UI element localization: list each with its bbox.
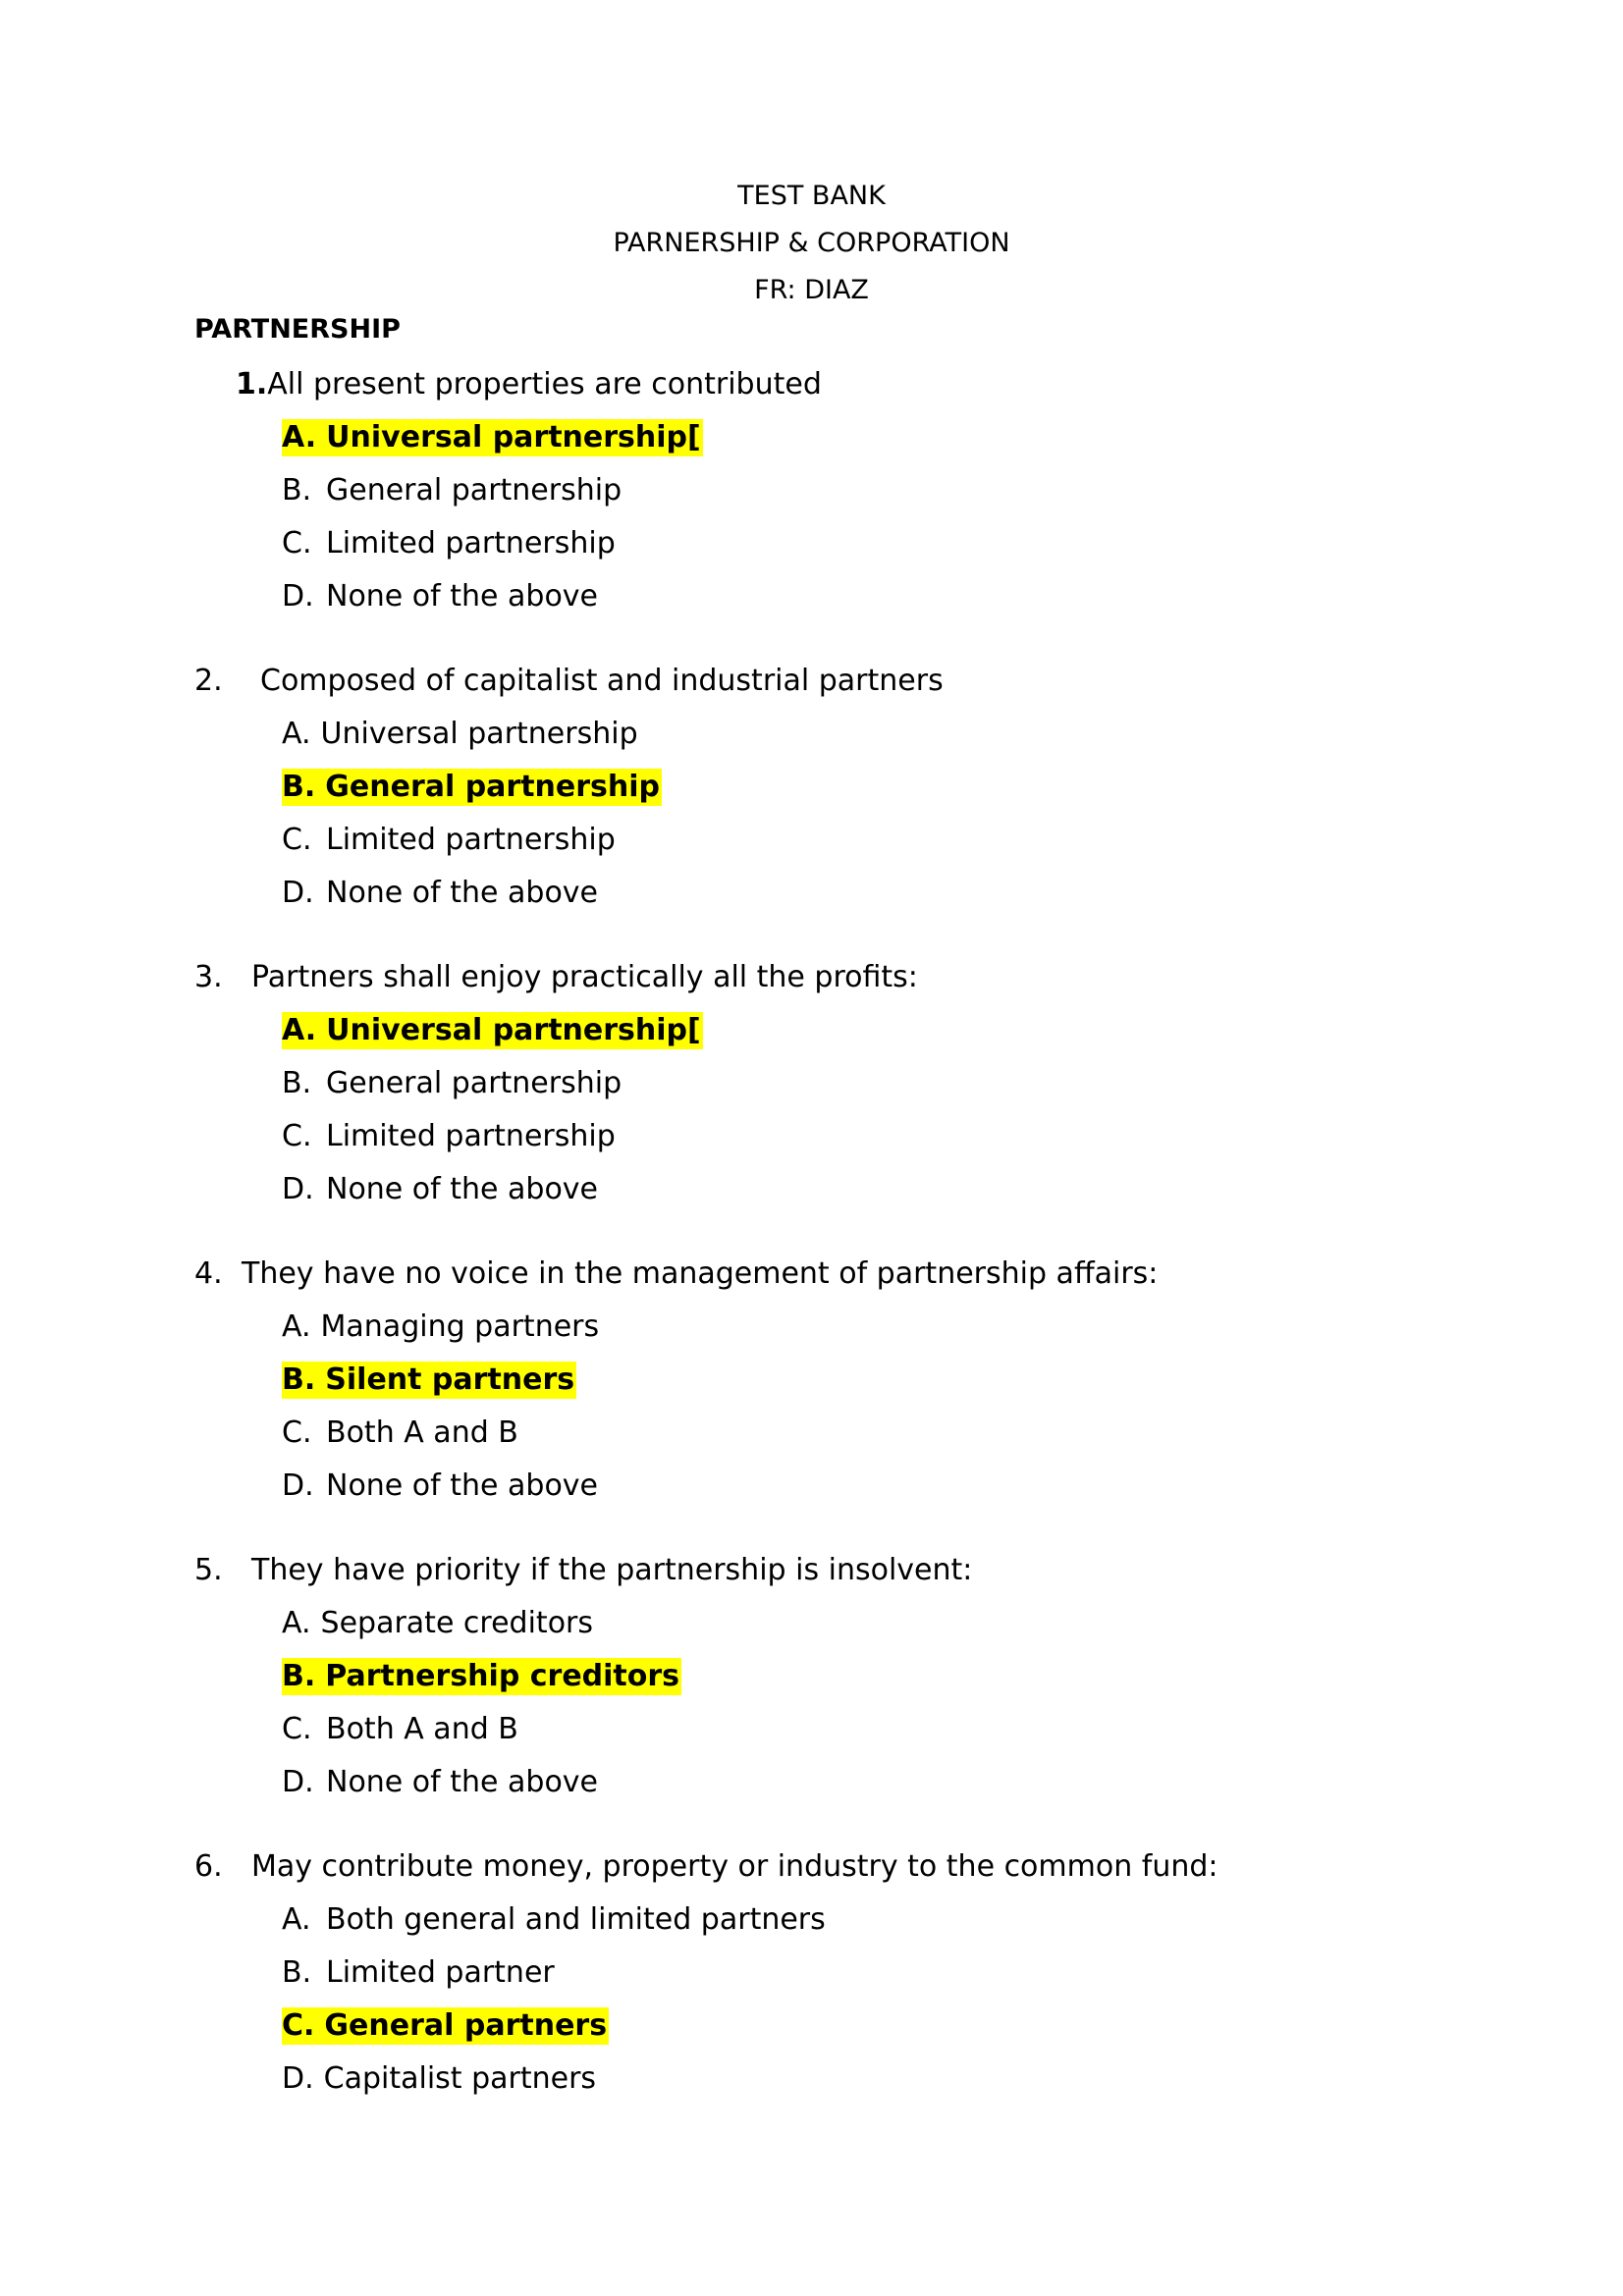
- option-content: [282, 1468, 600, 1505]
- question-number: 3.: [194, 960, 223, 994]
- option-content: [282, 1658, 681, 1695]
- option-content: [282, 1954, 557, 1992]
- answer-option-correct: [194, 1650, 1525, 1703]
- option-label: B.: [282, 1066, 312, 1100]
- question-list: [194, 358, 1525, 2137]
- question-text: They have priority if the partnership is insolvent:: [251, 1553, 973, 1587]
- option-text: None of the above: [326, 1765, 599, 1799]
- option-label: D.: [282, 1468, 314, 1503]
- option-content: [282, 1012, 703, 1049]
- option-text: General partnership: [326, 473, 622, 507]
- option-content: [282, 1171, 600, 1208]
- option-text: General partners: [324, 2008, 608, 2043]
- question-5: [194, 1544, 1525, 1809]
- option-label: D.: [282, 1172, 314, 1206]
- option-content: [282, 1764, 600, 1801]
- answer-option: [194, 517, 1525, 570]
- question-text-line: [194, 1841, 1525, 1894]
- question-number: 6.: [194, 1849, 223, 1884]
- question-text-line: [194, 358, 1525, 411]
- option-text: Limited partner: [326, 1955, 555, 1990]
- option-content: [282, 1118, 618, 1155]
- option-label: D.: [282, 2061, 314, 2096]
- option-label: D.: [282, 1765, 314, 1799]
- option-label: A.: [282, 420, 317, 454]
- document-header: [0, 173, 1623, 314]
- answer-option-correct: [194, 2000, 1525, 2053]
- question-text-line: [194, 655, 1525, 708]
- option-text: Universal partnership[: [326, 1013, 701, 1047]
- answer-option: [194, 1756, 1525, 1809]
- option-label: A.: [282, 1606, 311, 1640]
- question-2: [194, 655, 1525, 920]
- option-text: Both general and limited partners: [326, 1902, 826, 1937]
- answer-option-correct: [194, 1004, 1525, 1057]
- option-label: C.: [282, 1415, 312, 1450]
- option-content: [282, 716, 640, 753]
- answer-option: [194, 464, 1525, 517]
- option-text: Managing partners: [320, 1309, 600, 1344]
- answer-option: [194, 1301, 1525, 1354]
- option-content: [282, 1362, 576, 1399]
- option-content: [282, 769, 662, 806]
- answer-option: [194, 1460, 1525, 1513]
- answer-option: [194, 1407, 1525, 1460]
- option-label: D.: [282, 579, 314, 614]
- question-text: They have no voice in the management of partnership affairs:: [242, 1256, 1159, 1291]
- option-label: A.: [282, 717, 311, 751]
- answer-option: [194, 1894, 1525, 1947]
- question-text: Composed of capitalist and industrial partners: [260, 664, 944, 698]
- answer-option: [194, 708, 1525, 761]
- option-label: B.: [282, 1955, 312, 1990]
- question-6: [194, 1841, 1525, 2106]
- option-label: A.: [282, 1309, 311, 1344]
- option-label: B.: [282, 1362, 316, 1397]
- header-author: FR: DIAZ: [754, 275, 869, 305]
- question-text: Partners shall enjoy practically all the profits:: [251, 960, 918, 994]
- option-label: C.: [282, 526, 312, 561]
- option-text: Silent partners: [325, 1362, 575, 1397]
- option-content: [282, 1901, 828, 1939]
- answer-option: [194, 1163, 1525, 1216]
- option-text: Limited partnership: [326, 1119, 616, 1153]
- option-label: B.: [282, 473, 312, 507]
- option-content: [282, 1605, 595, 1642]
- option-content: [282, 525, 618, 562]
- option-text: Limited partnership: [326, 823, 616, 857]
- option-content: [282, 2007, 609, 2045]
- option-text: Both A and B: [326, 1415, 518, 1450]
- option-label: C.: [282, 1119, 312, 1153]
- question-number: 4.: [194, 1256, 223, 1291]
- answer-option: [194, 570, 1525, 623]
- question-text-line: [194, 951, 1525, 1004]
- option-content: [282, 822, 618, 859]
- option-text: Limited partnership: [326, 526, 616, 561]
- option-text: Both A and B: [326, 1712, 518, 1746]
- option-text: None of the above: [326, 1468, 599, 1503]
- option-label: B.: [282, 1659, 316, 1693]
- option-text: None of the above: [326, 876, 599, 910]
- question-number: 1.: [236, 367, 268, 401]
- option-label: A.: [282, 1013, 317, 1047]
- option-text: Separate creditors: [320, 1606, 594, 1640]
- option-content: [282, 1711, 520, 1748]
- option-text: General partnership: [326, 1066, 622, 1100]
- answer-option-correct: [194, 1354, 1525, 1407]
- option-label: C.: [282, 2008, 315, 2043]
- option-content: [282, 1308, 601, 1346]
- question-text-line: [194, 1544, 1525, 1597]
- answer-option: [194, 1947, 1525, 2000]
- option-text: Capitalist partners: [323, 2061, 597, 2096]
- answer-option-correct: [194, 761, 1525, 814]
- option-content: [282, 1415, 520, 1452]
- option-text: None of the above: [326, 579, 599, 614]
- question-number: 5.: [194, 1553, 223, 1587]
- answer-option: [194, 1597, 1525, 1650]
- option-content: [282, 875, 600, 912]
- header-subtitle: PARNERSHIP & CORPORATION: [613, 228, 1010, 258]
- option-text: Universal partnership: [320, 717, 638, 751]
- question-4: [194, 1248, 1525, 1513]
- answer-option: [194, 1057, 1525, 1110]
- option-text: None of the above: [326, 1172, 599, 1206]
- header-title: TEST BANK: [737, 181, 886, 211]
- option-text: General partnership: [325, 770, 661, 804]
- question-1: [194, 358, 1525, 623]
- answer-option: [194, 867, 1525, 920]
- question-text: All present properties are contributed: [267, 367, 822, 401]
- option-label: C.: [282, 823, 312, 857]
- answer-option: [194, 2053, 1525, 2106]
- option-label: D.: [282, 876, 314, 910]
- question-text: May contribute money, property or industry to the common fund:: [251, 1849, 1218, 1884]
- option-label: A.: [282, 1902, 311, 1937]
- option-text: Universal partnership[: [326, 420, 701, 454]
- question-number: 2.: [194, 664, 223, 698]
- section-title: PARTNERSHIP: [194, 314, 401, 345]
- answer-option: [194, 814, 1525, 867]
- option-label: B.: [282, 770, 316, 804]
- option-content: [282, 1065, 623, 1102]
- option-text: Partnership creditors: [325, 1659, 680, 1693]
- question-3: [194, 951, 1525, 1216]
- answer-option-correct: [194, 411, 1525, 464]
- question-text-line: [194, 1248, 1525, 1301]
- option-content: [282, 578, 600, 615]
- answer-option: [194, 1110, 1525, 1163]
- option-label: C.: [282, 1712, 312, 1746]
- option-content: [282, 2060, 598, 2098]
- option-content: [282, 419, 703, 456]
- answer-option: [194, 1703, 1525, 1756]
- option-content: [282, 472, 623, 509]
